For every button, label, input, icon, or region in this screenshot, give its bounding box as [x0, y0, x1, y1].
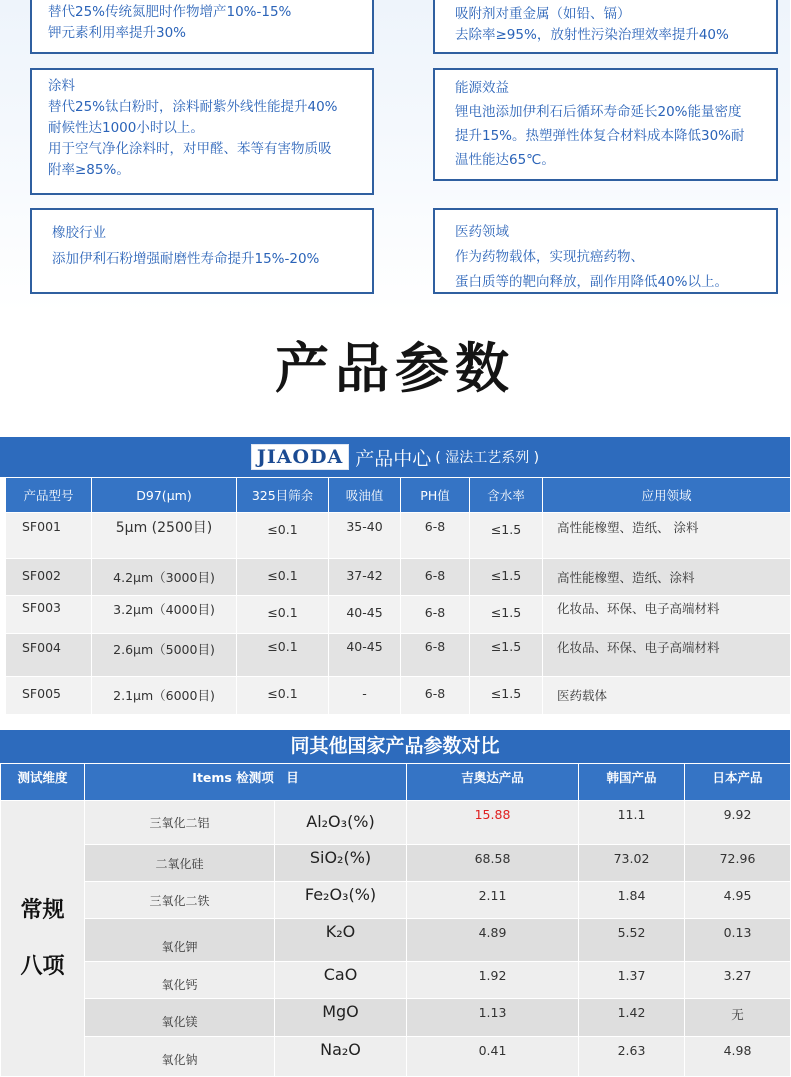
- value-korea: 1.37: [579, 962, 685, 999]
- table-row: [1, 999, 791, 1037]
- card-line: 作为药物载体，实现抗癌药物、: [455, 249, 644, 265]
- table-cell: ≤1.5: [470, 596, 543, 634]
- table-cell: 5μm (2500目): [92, 513, 237, 559]
- table-cell: 6-8: [401, 513, 470, 559]
- column-header: 测试维度: [1, 764, 85, 801]
- table-cell: 医药载体: [543, 677, 791, 715]
- value-korea: 1.42: [579, 999, 685, 1037]
- table-cell: ≤1.5: [470, 559, 543, 596]
- card-title-rubber: 橡胶行业: [52, 225, 106, 241]
- table-cell: 37-42: [329, 559, 401, 596]
- value-japan: 4.95: [685, 882, 791, 919]
- column-header: PH值: [401, 478, 470, 513]
- column-header: 含水率: [470, 478, 543, 513]
- card-line: 替代25%传统氮肥时作物增产10%-15%: [48, 4, 292, 20]
- group-label: [1, 801, 85, 1077]
- table-row: [1, 845, 791, 882]
- value-jiaoda: 1.13: [407, 999, 579, 1037]
- item-formula: Na₂O: [275, 1037, 407, 1077]
- card-title-medicine: 医药领域: [455, 224, 509, 240]
- value-jiaoda: 0.41: [407, 1037, 579, 1077]
- group-label-line: 常规: [20, 897, 65, 923]
- card-rubber: [30, 208, 374, 294]
- card-energy: [433, 68, 778, 181]
- card-line: 蛋白质等的靶向释放，副作用降低40%以上。: [455, 274, 729, 290]
- card-line: 吸附剂对重金属（如铅、镉）: [455, 6, 631, 22]
- value-japan: 0.13: [685, 919, 791, 962]
- column-header: 吸油值: [329, 478, 401, 513]
- card-line: 锂电池添加伊利石后循环寿命延长20%能量密度: [455, 104, 742, 120]
- table-cell: ≤1.5: [470, 677, 543, 715]
- value-jiaoda: 15.88: [407, 801, 579, 845]
- card-line: 用于空气净化涂料时，对甲醛、苯等有害物质吸: [48, 141, 332, 157]
- table-cell: 6-8: [401, 634, 470, 677]
- applications-area: [0, 0, 790, 312]
- table-cell: 化妆品、环保、电子高端材料: [543, 634, 791, 677]
- card-line: 去除率≥95%，放射性污染治理效率提升40%: [455, 27, 729, 43]
- value-japan: 4.98: [685, 1037, 791, 1077]
- table-cell: 6-8: [401, 596, 470, 634]
- table-cell: 4.2μm（3000目): [92, 559, 237, 596]
- comparison-banner: 同其他国家产品参数对比: [0, 730, 790, 763]
- column-header: 产品型号: [6, 478, 92, 513]
- product-center-subtitle: ( 湿法工艺系列 ): [435, 450, 540, 466]
- table-header-row: [6, 478, 791, 513]
- card-line: 添加伊利石粉增强耐磨性寿命提升15%-20%: [52, 251, 320, 267]
- table-cell: 2.1μm（6000目): [92, 677, 237, 715]
- value-japan: 无: [685, 999, 791, 1037]
- table-cell: ≤0.1: [237, 677, 329, 715]
- card-line: 提升15%。热塑弹性体复合材料成本降低30%耐: [455, 128, 745, 144]
- item-name: 三氧化二铁: [85, 882, 275, 919]
- item-formula: Fe₂O₃(%): [275, 882, 407, 919]
- item-formula: SiO₂(%): [275, 845, 407, 882]
- item-formula: CaO: [275, 962, 407, 999]
- value-jiaoda: 68.58: [407, 845, 579, 882]
- item-name: 二氧化硅: [85, 845, 275, 882]
- value-korea: 11.1: [579, 801, 685, 845]
- column-header: D97(μm): [92, 478, 237, 513]
- table-cell: 40-45: [329, 634, 401, 677]
- table-row: [6, 677, 791, 715]
- table-cell: 40-45: [329, 596, 401, 634]
- value-korea: 1.84: [579, 882, 685, 919]
- table-cell: SF005: [6, 677, 92, 715]
- table-row: [6, 634, 791, 677]
- table-row: [1, 919, 791, 962]
- table-row: [1, 1037, 791, 1077]
- table-cell: 3.2μm（4000目): [92, 596, 237, 634]
- value-japan: 9.92: [685, 801, 791, 845]
- card-title-coating: 涂料: [48, 78, 75, 94]
- card-coating: [30, 68, 374, 195]
- value-jiaoda: 2.11: [407, 882, 579, 919]
- card-title-energy: 能源效益: [455, 80, 509, 96]
- value-korea: 2.63: [579, 1037, 685, 1077]
- item-name: 氧化镁: [85, 999, 275, 1037]
- table-cell: SF002: [6, 559, 92, 596]
- value-korea: 73.02: [579, 845, 685, 882]
- card-line: 替代25%钛白粉时，涂料耐紫外线性能提升40%: [48, 99, 338, 115]
- column-header: 应用领域: [543, 478, 791, 513]
- item-formula: Al₂O₃(%): [275, 801, 407, 845]
- table-cell: 高性能橡塑、造纸、涂料: [543, 559, 791, 596]
- product-center-banner: [0, 437, 790, 477]
- value-korea: 5.52: [579, 919, 685, 962]
- table-cell: 6-8: [401, 677, 470, 715]
- table-cell: ≤0.1: [237, 596, 329, 634]
- column-header: 韩国产品: [579, 764, 685, 801]
- value-japan: 3.27: [685, 962, 791, 999]
- table-cell: ≤0.1: [237, 559, 329, 596]
- table-cell: -: [329, 677, 401, 715]
- table-row: [6, 559, 791, 596]
- table-row: [6, 513, 791, 559]
- group-label-line: 八项: [20, 953, 65, 979]
- item-formula: MgO: [275, 999, 407, 1037]
- table-cell: 化妆品、环保、电子高端材料: [543, 596, 791, 634]
- table-row: [6, 596, 791, 634]
- value-jiaoda: 4.89: [407, 919, 579, 962]
- product-center-title: 产品中心: [355, 447, 432, 470]
- item-name: 氧化钙: [85, 962, 275, 999]
- table-header-row: [1, 764, 791, 801]
- table-row: [1, 882, 791, 919]
- card-line: 温性能达65℃。: [455, 152, 555, 168]
- table-cell: 高性能橡塑、造纸、 涂料: [543, 513, 791, 559]
- card-medicine: [433, 208, 778, 294]
- table-cell: SF003: [6, 596, 92, 634]
- value-japan: 72.96: [685, 845, 791, 882]
- table-cell: SF004: [6, 634, 92, 677]
- comparison-table: [0, 763, 791, 1077]
- card-line: 耐候性达1000小时以上。: [48, 120, 204, 136]
- table-cell: ≤1.5: [470, 634, 543, 677]
- table-cell: ≤0.1: [237, 634, 329, 677]
- card-adsorbent: [433, 0, 778, 54]
- card-fertilizer: [30, 0, 374, 54]
- column-header: Items 检测项 目: [85, 764, 407, 801]
- section-title: 产品参数: [275, 337, 515, 400]
- column-header: 325目筛余: [237, 478, 329, 513]
- brand-logo: JIAODA: [251, 444, 349, 470]
- column-header: 吉奥达产品: [407, 764, 579, 801]
- table-cell: ≤1.5: [470, 513, 543, 559]
- table-row: [1, 962, 791, 999]
- table-cell: 6-8: [401, 559, 470, 596]
- item-name: 氧化钾: [85, 919, 275, 962]
- item-name: 氧化钠: [85, 1037, 275, 1077]
- table-cell: 35-40: [329, 513, 401, 559]
- column-header: 日本产品: [685, 764, 791, 801]
- value-jiaoda: 1.92: [407, 962, 579, 999]
- table-cell: ≤0.1: [237, 513, 329, 559]
- product-table: [5, 477, 791, 715]
- item-formula: K₂O: [275, 919, 407, 962]
- table-cell: SF001: [6, 513, 92, 559]
- table-cell: 2.6μm（5000目): [92, 634, 237, 677]
- item-name: 三氧化二铝: [85, 801, 275, 845]
- card-line: 钾元素利用率提升30%: [48, 25, 187, 41]
- card-line: 附率≥85%。: [48, 162, 130, 178]
- table-row: [1, 801, 791, 845]
